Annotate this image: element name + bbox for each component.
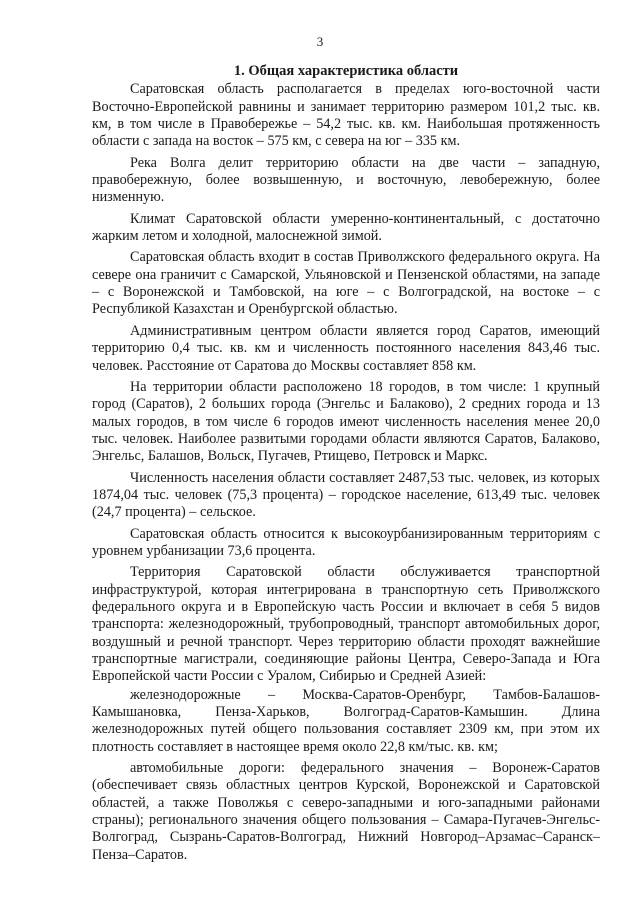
page-number: 3 — [316, 34, 324, 49]
paragraph-volga: Река Волга делит территорию области на две части – западную, правобережную, более возвышенную, и восточную, левобережную, более низменную. — [92, 154, 600, 206]
paragraph-cities: На территории области расположено 18 городов, в том числе: 1 крупный город (Саратов), 2 больших города (Энгельс и Балаково), 2 средних города и 13 малых городов, в том числе 6 городов имеют численность населения менее 20,0 тыс. человек. Наиболее развитыми городами области являются Саратов, Балаково, Энгельс, Балашов, Вольск, Пугачев, Ртищево, Петровск и Маркс. — [92, 378, 600, 465]
paragraph-roads: автомобильные дороги: федерального значения – Воронеж-Саратов (обеспечивает связь областных центров Курской, Воронежской и Саратовской областей, а также Поволжья с северо-западными и юго-западными районами страны); регионального значения общего пользования – Самара-Пугачев-Энгельс-Волгоград, Сызрань-Саратов-Волгоград, Нижний Новгород–Арзамас–Саранск–Пенза–Саратов. — [92, 760, 600, 863]
paragraph-transport: Территория Саратовской области обслуживается транспортной инфраструктурой, которая интегрирована в транспортную сеть Приволжского федерального округа и в Европейскую часть России и включает в себя 5 видов транспорта: железнодорожный, трубопроводный, транспорт автомобильных дорог, воздушный и речной транспорт. Через территорию области проходят важнейшие транспортные магистрали, соединяющие районы Центра, Северо-Запада и Юга Европейской части России с Уралом, Сибирью и Средней Азией: — [92, 564, 600, 685]
paragraph-borders: Саратовская область входит в состав Приволжского федерального округа. На севере она граничит с Самарской, Ульяновской и Пензенской областями, на западе – с Воронежской и Тамбовской, на юге – с Волгоградской, на востоке – с Республикой Казахстан и Оренбургской областью. — [92, 249, 600, 318]
paragraph-urbanization: Саратовская область относится к высокоурбанизированным территориям с уровнем урбанизации 73,6 процента. — [92, 525, 600, 559]
paragraph-population: Численность населения области составляет 2487,53 тыс. человек, из которых 1874,04 тыс. человек (75,3 процента) – городское население, 613,49 тыс. человек (24,7 процента) – сельское. — [92, 469, 600, 521]
paragraph-location: Саратовская область располагается в пределах юго-восточной части Восточно-Европейской равнины и занимает территорию размером 101,2 тыс. кв. км, в том числе в Правобережье – 54,2 тыс. кв. км. Наибольшая протяженность области с запада на восток – 575 км, с севера на юг – 335 км. — [92, 81, 600, 150]
paragraph-railways: железнодорожные – Москва-Саратов-Оренбург, Тамбов-Балашов-Камышановка, Пенза-Харьков, Волгоград-Саратов-Камышин. Длина железнодорожных путей общего пользования составляет 2309 км, при этом их плотность составляет в настоящее время около 22,8 км/тыс. кв. км; — [92, 686, 600, 755]
paragraph-climate: Климат Саратовской области умеренно-континентальный, с достаточно жарким летом и холодной, малоснежной зимой. — [92, 210, 600, 245]
paragraph-admin-center: Административным центром области является город Саратов, имеющий территорию 0,4 тыс. кв. км и численность постоянного населения 843,46 тыс. человек. Расстояние от Саратова до Москвы составляет 858 км. — [92, 322, 600, 374]
section-heading: 1. Общая характеристика области — [233, 63, 459, 79]
document-body — [92, 63, 600, 868]
